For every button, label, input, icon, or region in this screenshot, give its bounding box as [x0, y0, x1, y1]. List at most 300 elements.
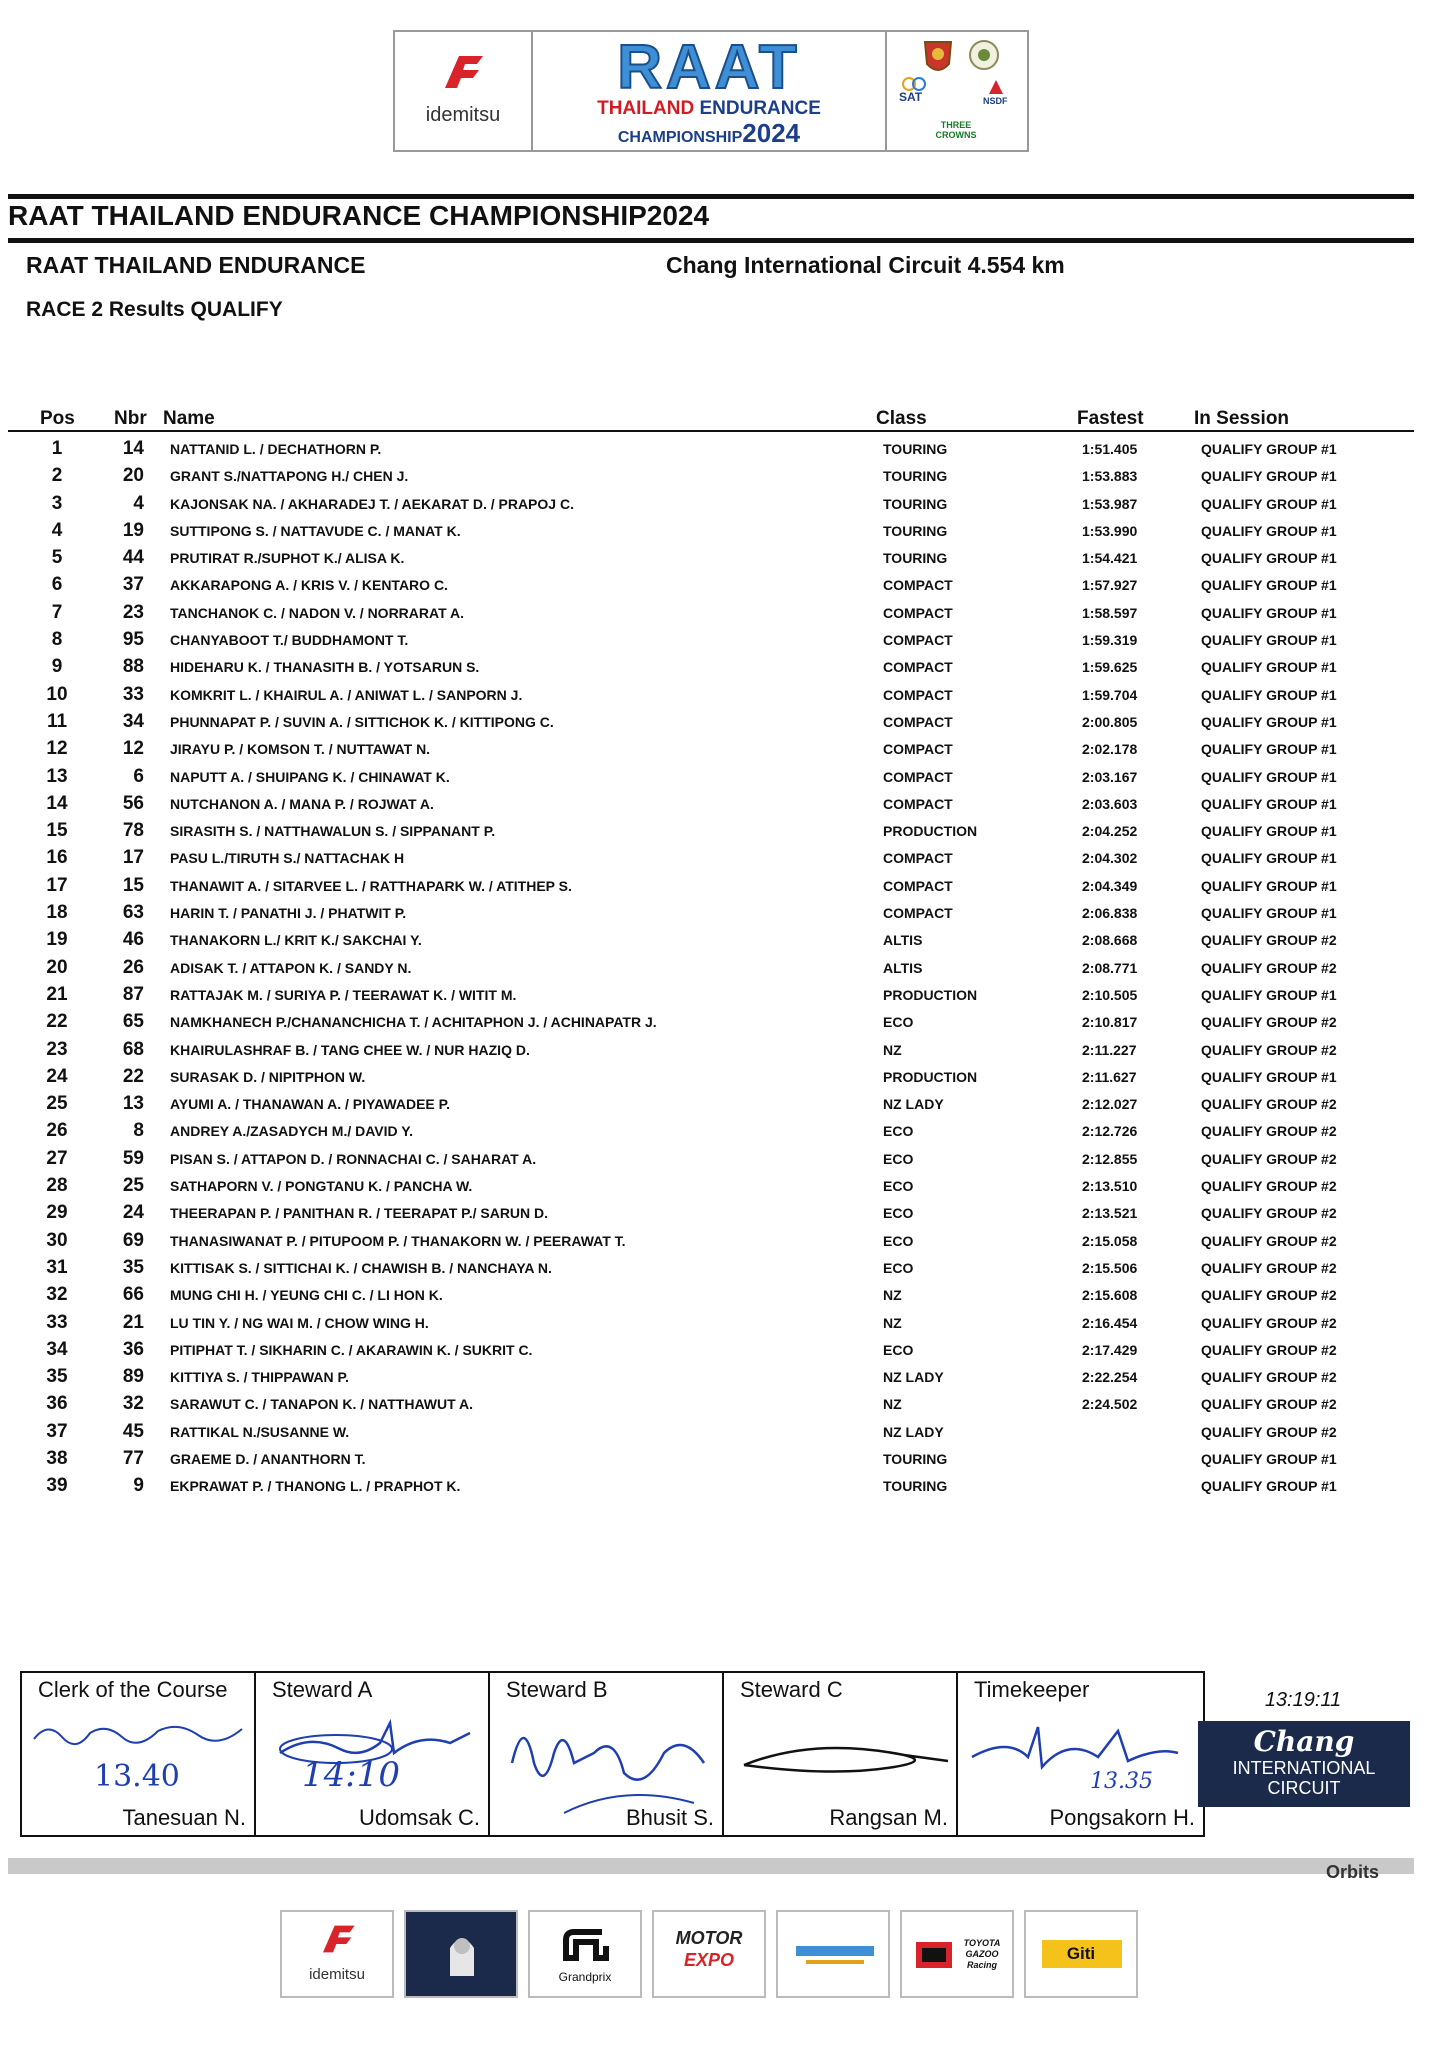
result-class: TOURING [883, 1478, 948, 1495]
result-pos: 15 [46, 820, 68, 842]
result-session: QUALIFY GROUP #1 [1201, 823, 1337, 840]
result-session: QUALIFY GROUP #2 [1201, 1096, 1337, 1113]
result-fastest: 1:59.704 [1082, 686, 1138, 703]
result-nbr: 8 [133, 1120, 144, 1142]
table-row [0, 1037, 1449, 1064]
result-class: TOURING [883, 550, 948, 567]
sponsor-idemitsu-text: idemitsu [309, 1966, 365, 1983]
circuit-name: Chang International Circuit 4.554 km [666, 252, 1065, 278]
sponsor-giti [1024, 1910, 1138, 1998]
result-class: ECO [883, 1123, 914, 1140]
header-class: Class [876, 408, 927, 429]
result-nbr: 88 [122, 656, 144, 678]
result-class: ECO [883, 1205, 914, 1222]
result-name: HARIN T. / PANATHI J. / PHATWIT P. [170, 905, 407, 922]
table-row [0, 491, 1449, 518]
result-name: SARAWUT C. / TANAPON K. / NATTHAWUT A. [170, 1396, 474, 1413]
result-fastest: 2:08.668 [1082, 932, 1138, 949]
table-row [0, 1255, 1449, 1282]
chang-logo-circuit: CIRCUIT [1267, 1778, 1341, 1798]
result-pos: 23 [46, 1038, 68, 1060]
result-name: NAMKHANECH P./CHANANCHICHA T. / ACHITAPHON J. / ACHINAPATR J. [170, 1014, 657, 1031]
result-pos: 18 [46, 902, 68, 924]
table-row [0, 1337, 1449, 1364]
table-row [0, 436, 1449, 463]
result-class: PRODUCTION [883, 823, 978, 840]
table-row [0, 1473, 1449, 1500]
table-row [0, 1173, 1449, 1200]
result-name: KHAIRULASHRAF B. / TANG CHEE W. / NUR HAZIQ D. [170, 1041, 530, 1058]
result-session: QUALIFY GROUP #2 [1201, 1150, 1337, 1167]
table-row [0, 709, 1449, 736]
result-nbr: 46 [122, 929, 144, 951]
result-session: QUALIFY GROUP #2 [1201, 1341, 1337, 1358]
bangsaen-logo-icon [792, 1936, 878, 1972]
result-name: HIDEHARU K. / THANASITH B. / YOTSARUN S. [170, 659, 480, 676]
result-pos: 13 [46, 765, 68, 787]
chang-logo-big: Chang [1253, 1725, 1355, 1758]
result-nbr: 63 [122, 902, 144, 924]
result-class: TOURING [883, 1450, 948, 1467]
result-name: CHANYABOOT T./ BUDDHAMONT T. [170, 632, 409, 649]
timekeeper-time: 13.35 [1090, 1769, 1153, 1794]
steward-b-name: Bhusit S. [625, 1805, 714, 1830]
result-class: COMPACT [883, 577, 953, 594]
result-nbr: 13 [122, 1093, 144, 1115]
signature-clerk [22, 1673, 256, 1835]
steward-a-time: 14:10 [302, 1755, 400, 1795]
organizer-logos [887, 32, 1025, 150]
result-session: QUALIFY GROUP #2 [1201, 1314, 1337, 1331]
sat-text: SAT [899, 90, 923, 104]
result-class: COMPACT [883, 686, 953, 703]
result-fastest: 1:58.597 [1082, 604, 1138, 621]
result-pos: 39 [46, 1475, 68, 1497]
result-name: NAPUTT A. / SHUIPANG K. / CHINAWAT K. [170, 768, 450, 785]
result-session: QUALIFY GROUP #2 [1201, 1041, 1337, 1058]
timekeeper-signature [968, 1717, 1188, 1777]
result-pos: 29 [46, 1202, 68, 1224]
result-pos: 6 [51, 574, 63, 596]
result-session: QUALIFY GROUP #1 [1201, 577, 1337, 594]
result-class: NZ [883, 1041, 902, 1058]
result-name: PASU L./TIRUTH S./ NATTACHAK H [170, 850, 405, 867]
sponsor-idemitsu [280, 1910, 394, 1998]
result-session: QUALIFY GROUP #1 [1201, 632, 1337, 649]
result-nbr: 36 [122, 1338, 144, 1360]
result-nbr: 59 [122, 1147, 144, 1169]
result-nbr: 87 [122, 983, 144, 1005]
raat-wordmark: RAAT [617, 33, 801, 102]
result-session: QUALIFY GROUP #2 [1201, 1178, 1337, 1195]
result-name: RATTIKAL N./SUSANNE W. [170, 1423, 350, 1440]
result-pos: 16 [46, 847, 68, 869]
result-fastest: 2:04.349 [1082, 877, 1138, 894]
table-row [0, 1118, 1449, 1145]
result-fastest: 2:08.771 [1082, 959, 1138, 976]
idemitsu-flame-icon [318, 1922, 358, 1956]
result-nbr: 23 [122, 601, 144, 623]
result-pos: 4 [51, 519, 63, 541]
result-session: QUALIFY GROUP #2 [1201, 1287, 1337, 1304]
result-nbr: 77 [122, 1447, 144, 1469]
result-name: AYUMI A. / THANAWAN A. / PIYAWADEE P. [170, 1096, 451, 1113]
result-fastest: 2:06.838 [1082, 905, 1138, 922]
result-pos: 26 [46, 1120, 68, 1142]
table-row [0, 627, 1449, 654]
header-name: Name [163, 408, 215, 429]
steward-b-label: Steward B [506, 1677, 608, 1702]
result-session: QUALIFY GROUP #1 [1201, 795, 1337, 812]
result-session: QUALIFY GROUP #1 [1201, 986, 1337, 1003]
raat-logo [533, 32, 887, 150]
result-nbr: 26 [122, 956, 144, 978]
result-pos: 2 [51, 465, 63, 487]
result-pos: 28 [46, 1175, 68, 1197]
result-fastest: 2:11.627 [1082, 1068, 1137, 1085]
steward-a-label: Steward A [272, 1677, 373, 1702]
result-nbr: 45 [122, 1420, 144, 1442]
result-class: ECO [883, 1232, 914, 1249]
result-pos: 38 [46, 1447, 68, 1469]
result-session: QUALIFY GROUP #1 [1201, 441, 1337, 457]
title-bottom-rule [8, 238, 1414, 243]
result-fastest: 1:57.927 [1082, 577, 1138, 594]
table-row [0, 1391, 1449, 1418]
title-top-rule [8, 194, 1414, 199]
result-nbr: 66 [122, 1284, 144, 1306]
result-nbr: 89 [122, 1366, 144, 1388]
raat-subtitle [533, 98, 885, 120]
result-fastest: 2:15.506 [1082, 1259, 1138, 1276]
result-pos: 12 [46, 738, 68, 760]
header-banner [393, 30, 1029, 152]
result-pos: 1 [51, 438, 63, 459]
result-class: ALTIS [883, 959, 923, 976]
sponsor-toyota-text: TOYOTA [963, 1938, 1001, 1948]
result-session: QUALIFY GROUP #2 [1201, 1123, 1337, 1140]
table-row [0, 1009, 1449, 1036]
report-time: 13:19:11 [1264, 1689, 1342, 1711]
result-pos: 24 [46, 1065, 68, 1087]
sponsor-toyota-gazoo [900, 1910, 1014, 1998]
sponsor-motor-text: MOTOR [675, 1928, 743, 1948]
result-class: COMPACT [883, 741, 953, 758]
signature-steward-c [724, 1673, 958, 1835]
emblem-icon [967, 38, 1001, 72]
result-session: QUALIFY GROUP #1 [1201, 1068, 1337, 1085]
steward-c-signature [734, 1733, 954, 1783]
result-pos: 8 [51, 629, 63, 651]
table-row [0, 1064, 1449, 1091]
result-nbr: 33 [122, 683, 144, 705]
result-nbr: 4 [133, 492, 144, 514]
result-session: QUALIFY GROUP #2 [1201, 932, 1337, 949]
result-fastest: 2:03.167 [1082, 768, 1138, 785]
table-row [0, 463, 1449, 490]
result-class: TOURING [883, 441, 948, 457]
signature-steward-b [490, 1673, 724, 1835]
result-session: QUALIFY GROUP #2 [1201, 1369, 1337, 1386]
result-fastest: 2:17.429 [1082, 1341, 1138, 1358]
sponsor-expo-text: EXPO [683, 1950, 735, 1970]
result-fastest: 1:51.405 [1082, 441, 1138, 457]
result-class: NZ LADY [883, 1096, 944, 1113]
result-pos: 7 [51, 601, 63, 623]
result-class: COMPACT [883, 713, 953, 730]
result-fastest: 1:54.421 [1082, 550, 1138, 567]
nsdf-text: NSDF [983, 96, 1008, 106]
idemitsu-logo [395, 32, 533, 150]
idemitsu-text: idemitsu [425, 104, 501, 126]
sponsor-grandprix-text: Grandprix [558, 1970, 612, 1984]
table-row [0, 1200, 1449, 1227]
result-pos: 36 [46, 1393, 68, 1415]
result-session: QUALIFY GROUP #1 [1201, 713, 1337, 730]
result-fastest: 2:13.510 [1082, 1178, 1138, 1195]
header-fastest: Fastest [1077, 408, 1144, 429]
result-name: MUNG CHI H. / YEUNG CHI C. / LI HON K. [170, 1287, 443, 1304]
result-session: QUALIFY GROUP #1 [1201, 768, 1337, 785]
result-name: KITTIYA S. / THIPPAWAN P. [170, 1369, 349, 1386]
table-row [0, 845, 1449, 872]
result-fastest: 2:15.608 [1082, 1287, 1138, 1304]
result-pos: 25 [46, 1093, 68, 1115]
result-name: JIRAYU P. / KOMSON T. / NUTTAWAT N. [170, 741, 431, 758]
header-session: In Session [1194, 408, 1290, 429]
result-fastest: 2:03.603 [1082, 795, 1138, 812]
event-name: RAAT THAILAND ENDURANCE [26, 252, 366, 278]
result-fastest: 2:04.302 [1082, 850, 1138, 867]
result-nbr: 56 [122, 792, 144, 814]
result-nbr: 20 [122, 465, 144, 487]
clerk-label: Clerk of the Course [38, 1677, 228, 1702]
sponsor-racing-text: Racing [966, 1960, 997, 1970]
result-class: COMPACT [883, 795, 953, 812]
result-nbr: 21 [122, 1311, 144, 1333]
table-row [0, 927, 1449, 954]
result-nbr: 22 [122, 1065, 144, 1087]
header-nbr: Nbr [114, 408, 147, 429]
result-fastest: 2:11.227 [1082, 1041, 1137, 1058]
orbits-text: Orbits [1326, 1862, 1380, 1882]
result-session: QUALIFY GROUP #1 [1201, 522, 1337, 539]
result-pos: 35 [46, 1366, 68, 1388]
table-row [0, 818, 1449, 845]
result-session: QUALIFY GROUP #1 [1201, 1450, 1337, 1467]
result-pos: 27 [46, 1147, 68, 1169]
result-session: QUALIFY GROUP #2 [1201, 959, 1337, 976]
result-pos: 34 [46, 1338, 68, 1360]
result-fastest: 1:59.319 [1082, 632, 1138, 649]
result-fastest: 1:53.883 [1082, 468, 1138, 485]
results-table [0, 436, 1449, 1501]
result-name: KOMKRIT L. / KHAIRUL A. / ANIWAT L. / SANPORN J. [170, 686, 523, 703]
result-pos: 11 [46, 710, 68, 732]
table-row [0, 791, 1449, 818]
result-name: GRANT S./NATTAPONG H./ CHEN J. [170, 468, 409, 485]
signature-steward-a [256, 1673, 490, 1835]
result-fastest: 1:53.990 [1082, 522, 1138, 539]
result-nbr: 95 [122, 629, 144, 651]
result-name: THANASIWANAT P. / PITUPOOM P. / THANAKORN W. / PEERAWAT T. [170, 1232, 626, 1249]
table-row [0, 1091, 1449, 1118]
raat-championship-word: CHAMPIONSHIP [617, 129, 743, 146]
result-name: THANAWIT A. / SITARVEE L. / RATTHAPARK W. / ATITHEP S. [170, 877, 572, 894]
result-class: COMPACT [883, 905, 953, 922]
result-class: NZ LADY [883, 1423, 944, 1440]
table-row [0, 600, 1449, 627]
raat-endurance: ENDURANCE [699, 98, 821, 119]
result-pos: 20 [46, 956, 68, 978]
steward-c-label: Steward C [740, 1677, 843, 1702]
result-class: NZ [883, 1396, 902, 1413]
result-name: GRAEME D. / ANANTHORN T. [170, 1450, 366, 1467]
result-pos: 5 [51, 547, 63, 569]
signature-timekeeper [958, 1673, 1203, 1835]
timekeeper-label: Timekeeper [974, 1677, 1090, 1702]
result-class: NZ [883, 1314, 902, 1331]
clerk-name: Tanesuan N. [122, 1805, 246, 1830]
sponsor-motor-expo [652, 1910, 766, 1998]
result-session: QUALIFY GROUP #1 [1201, 905, 1337, 922]
result-name: THANAKORN L./ KRIT K./ SAKCHAI Y. [170, 932, 422, 949]
table-row [0, 1146, 1449, 1173]
steward-a-name: Udomsak C. [358, 1805, 480, 1830]
sponsor-strip [280, 1910, 1144, 2000]
result-session: QUALIFY GROUP #2 [1201, 1259, 1337, 1276]
gr-logo-icon [914, 1938, 954, 1972]
result-class: ECO [883, 1259, 914, 1276]
result-session: QUALIFY GROUP #1 [1201, 741, 1337, 758]
result-session: QUALIFY GROUP #2 [1201, 1205, 1337, 1222]
result-session: QUALIFY GROUP #1 [1201, 468, 1337, 485]
result-nbr: 15 [122, 874, 144, 896]
result-fastest: 2:00.805 [1082, 713, 1138, 730]
steward-b-signature [494, 1693, 720, 1823]
result-fastest: 2:12.027 [1082, 1096, 1138, 1113]
result-class: NZ [883, 1287, 902, 1304]
three-crowns-text: THREE CROWNS [935, 120, 977, 140]
result-name: TANCHANOK C. / NADON V. / NORRARAT A. [170, 604, 464, 621]
result-nbr: 32 [122, 1393, 144, 1415]
result-name: THEERAPAN P. / PANITHAN R. / TEERAPAT P./ SARUN D. [170, 1205, 549, 1222]
result-nbr: 17 [122, 847, 144, 869]
table-row [0, 1310, 1449, 1337]
nsdf-icon [987, 78, 1005, 96]
result-nbr: 12 [122, 738, 144, 760]
result-class: ECO [883, 1341, 914, 1358]
result-class: NZ LADY [883, 1369, 944, 1386]
result-session: QUALIFY GROUP #1 [1201, 495, 1337, 512]
result-fastest: 2:24.502 [1082, 1396, 1138, 1413]
result-name: LU TIN Y. / NG WAI M. / CHOW WING H. [170, 1314, 429, 1331]
steward-c-name: Rangsan M. [829, 1805, 948, 1830]
result-nbr: 44 [122, 547, 144, 569]
result-pos: 22 [46, 1011, 68, 1033]
result-session: QUALIFY GROUP #1 [1201, 1478, 1337, 1495]
table-row [0, 982, 1449, 1009]
result-pos: 10 [46, 683, 68, 705]
result-name: RATTAJAK M. / SURIYA P. / TEERAWAT K. / WITIT M. [170, 986, 517, 1003]
result-nbr: 14 [122, 438, 144, 459]
footer-strip [8, 1858, 1414, 1874]
result-name: ADISAK T. / ATTAPON K. / SANDY N. [170, 959, 412, 976]
result-nbr: 78 [122, 820, 144, 842]
result-name: EKPRAWAT P. / THANONG L. / PRAPHOT K. [170, 1478, 461, 1495]
grandprix-g-icon [562, 1924, 610, 1964]
result-pos: 14 [46, 792, 68, 814]
chang-circuit-logo [1198, 1721, 1410, 1807]
result-fastest: 2:15.058 [1082, 1232, 1138, 1249]
result-name: SATHAPORN V. / PONGTANU K. / PANCHA W. [170, 1178, 473, 1195]
result-name: KITTISAK S. / SITTICHAI K. / CHAWISH B. / NANCHAYA N. [170, 1259, 552, 1276]
sponsor-bangsaen [776, 1910, 890, 1998]
table-row [0, 1228, 1449, 1255]
table-row [0, 1282, 1449, 1309]
result-nbr: 34 [122, 710, 144, 732]
result-session: QUALIFY GROUP #1 [1201, 850, 1337, 867]
result-nbr: 6 [133, 765, 144, 787]
result-name: NATTANID L. / DECHATHORN P. [170, 441, 382, 457]
result-pos: 19 [46, 929, 68, 951]
result-fastest: 2:12.726 [1082, 1123, 1138, 1140]
result-name: PISAN S. / ATTAPON D. / RONNACHAI C. / SAHARAT A. [170, 1150, 537, 1167]
sponsor-emblem [404, 1910, 518, 1998]
signature-box [20, 1671, 1205, 1837]
table-row [0, 764, 1449, 791]
sponsor-giti-text: Giti [1066, 1944, 1096, 1963]
result-nbr: 37 [122, 574, 144, 596]
table-row [0, 572, 1449, 599]
result-class: TOURING [883, 522, 948, 539]
table-row [0, 873, 1449, 900]
table-row [0, 736, 1449, 763]
result-pos: 32 [46, 1284, 68, 1306]
result-class: ALTIS [883, 932, 923, 949]
result-pos: 9 [51, 656, 63, 678]
result-class: COMPACT [883, 604, 953, 621]
result-name: NUTCHANON A. / MANA P. / ROJWAT A. [170, 795, 434, 812]
result-session: QUALIFY GROUP #1 [1201, 604, 1337, 621]
result-fastest: 2:10.817 [1082, 1014, 1138, 1031]
table-row [0, 518, 1449, 545]
result-class: TOURING [883, 468, 948, 485]
race-title: RACE 2 Results QUALIFY [26, 298, 283, 321]
result-class: PRODUCTION [883, 986, 978, 1003]
result-fastest: 1:59.625 [1082, 659, 1138, 676]
table-row [0, 682, 1449, 709]
result-session: QUALIFY GROUP #1 [1201, 659, 1337, 676]
result-fastest: 2:13.521 [1082, 1205, 1138, 1222]
crest-icon [921, 38, 955, 78]
result-session: QUALIFY GROUP #1 [1201, 550, 1337, 567]
result-name: SURASAK D. / NIPITPHON W. [170, 1068, 366, 1085]
table-row [0, 1446, 1449, 1473]
result-fastest: 2:10.505 [1082, 986, 1138, 1003]
header-rule [8, 430, 1414, 432]
result-class: COMPACT [883, 768, 953, 785]
result-pos: 21 [46, 983, 68, 1005]
table-row [0, 654, 1449, 681]
result-session: QUALIFY GROUP #1 [1201, 877, 1337, 894]
result-session: QUALIFY GROUP #2 [1201, 1232, 1337, 1249]
result-name: PHUNNAPAT P. / SUVIN A. / SITTICHOK K. / KITTIPONG C. [170, 713, 554, 730]
result-nbr: 65 [122, 1011, 144, 1033]
lion-emblem-icon [436, 1926, 488, 1982]
result-fastest: 2:12.855 [1082, 1150, 1138, 1167]
results-header [0, 404, 1449, 430]
